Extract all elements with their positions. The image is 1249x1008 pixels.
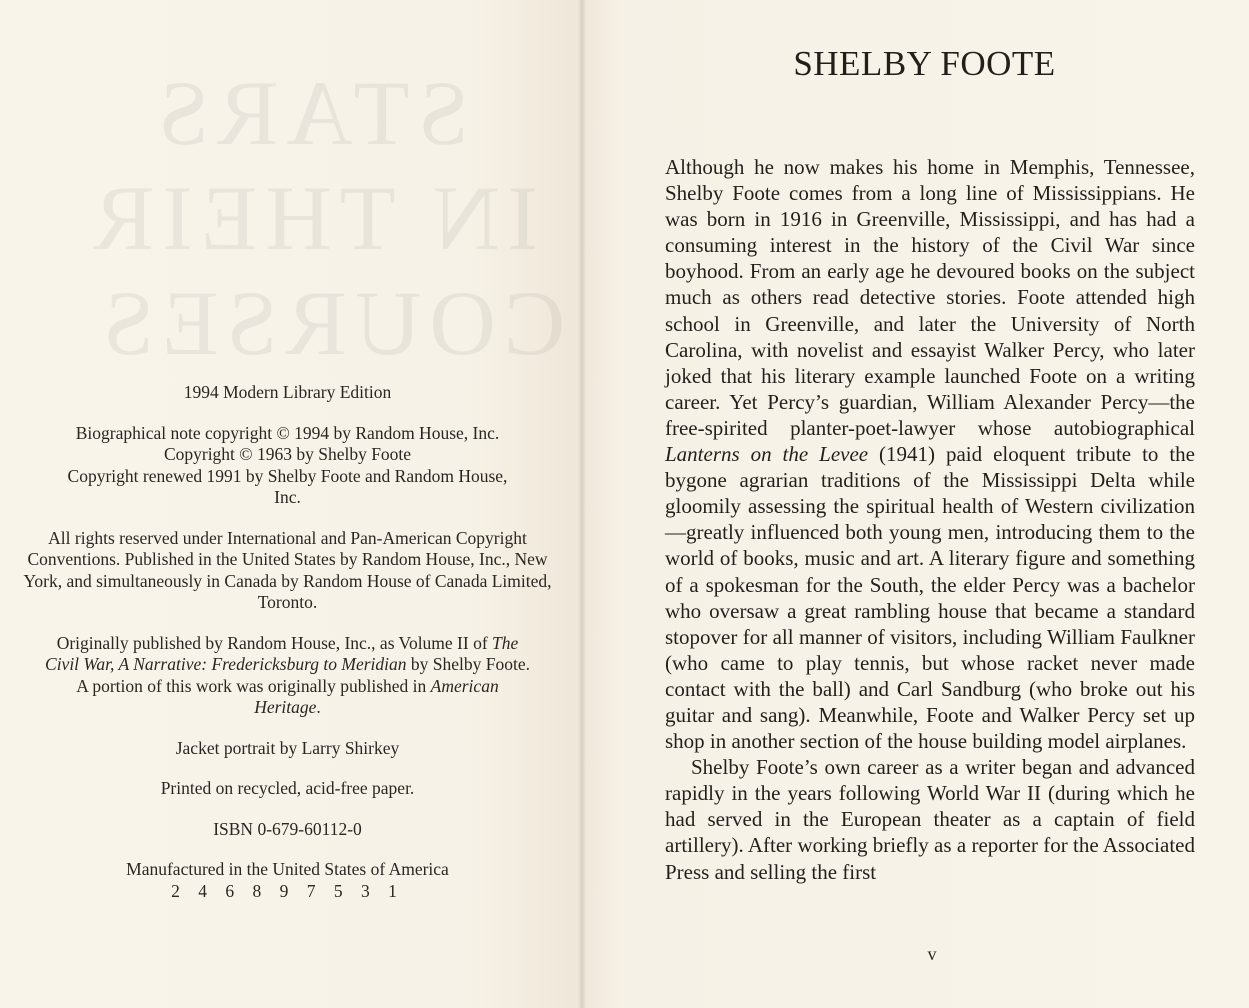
paper-note: Printed on recycled, acid-free paper. (160, 778, 415, 798)
isbn: ISBN 0-679-60112-0 (213, 818, 362, 839)
paragraph: Although he now makes his home in Memphis, Tennessee, Shelby Foote comes from a long line of Mississippians. He was born in 1916 in Greenville, Mississippi, and has had a consuming interest in the history of the Civil War since boyhood. From an early age he devoured books on the subject much as others read detective stories. Foote attended high school in Greenville, and later the University of North Carolina, with novelist and essayist Walker Percy, who later joked that his literary example launched Foote on a writing career. Yet Percy’s guardian, William Alexander Percy—the free-spirited planter-poet-lawyer whose autobiographical Lanterns on the Levee (1941) paid eloquent tribute to the bygone agrarian traditions of the Mississippi Delta while gloomily assessing the spiritual health of Western civilization—greatly influenced both young men, introducing them to the world of books, music and art. A literary figure and something of a spokesman for the South, the elder Percy was a bachelor who oversaw a great rambling house that became a standard stopover for all manner of visitors, including William Faulkner (who came to play tennis, but whose racket never made contact with the ball) and Carl Sandburg (who broke out his guitar and sang). Meanwhile, Foote and Walker Percy set up shop in another section of the house building model airplanes. (665, 155, 1195, 754)
page-number: v (927, 944, 937, 964)
copyright-line: Copyright © 1963 by Shelby Foote (163, 444, 412, 464)
original-publication (20, 633, 555, 719)
portion-text: A portion of this work was originally published in American Heritage. (76, 675, 499, 717)
book-title: The Civil War, A Narrative: Fredericksburg to Meridian (45, 632, 519, 674)
manufactured-line: Manufactured in the United States of America (126, 859, 449, 879)
jacket-credit: Jacket portrait by Larry Shirkey (175, 737, 400, 758)
book-title: Lanterns on the Levee (665, 442, 869, 467)
gutter (578, 0, 586, 1008)
magazine-title: American Heritage (254, 675, 499, 717)
left-page: STARS IN THEIR COURSES 1994 Modern Library Edition Biographical note copyright © 1994 by Random House, Inc. Copyright © 1963 by Shelby Foote Copyright renewed 1991 by Shelby Foote and Random House, Inc. All rights reserved under International and Pan-American Copyright Conventions. Published in the United States by Random House, Inc., New York, and simultaneously in Canada by Random House of Canada Limited, Toronto. Originally published by Random House, Inc., as Volume II of The Civil War, A Narrative: Fredericksburg to Meridian by Shelby Foote. A portion of this work was originally published in American Heritage. Jacket portrait by Larry Shirkey Printed on recycled, acid-free paper. ISBN 0-679-60112-0 Manufactured in the United States of America 2 4 6 8 9 7 5 3 1 (0, 0, 582, 1008)
page-title: SHELBY FOOTE (793, 44, 1056, 83)
edition-line: 1994 Modern Library Edition (183, 382, 392, 402)
copyright-page (20, 382, 555, 902)
copyright-line: Copyright renewed 1991 by Shelby Foote and Random House, Inc. (67, 465, 508, 507)
rights-statement: All rights reserved under International and Pan-American Copyright Conventions. Published in the United States by Random House, Inc., New York, and simultaneously in Canada by Random House of Canada Limited, Toronto. (23, 527, 552, 612)
biography-text (665, 154, 1195, 885)
paragraph: Shelby Foote’s own career as a writer began and advanced rapidly in the years following World War II (during which he had served in the European theater as a captain of field artillery). After working briefly as a reporter for the Associated Press and selling the first (665, 755, 1195, 884)
copyright-line: Biographical note copyright © 1994 by Random House, Inc. (75, 422, 500, 443)
original-publication-text: Originally published by Random House, Inc., as Volume II of The Civil War, A Narrative: Fredericksburg to Meridian by Shelby Foote. (45, 632, 530, 674)
copyright-notice (20, 423, 555, 509)
printing-line: 2 4 6 8 9 7 5 3 1 (171, 880, 404, 901)
